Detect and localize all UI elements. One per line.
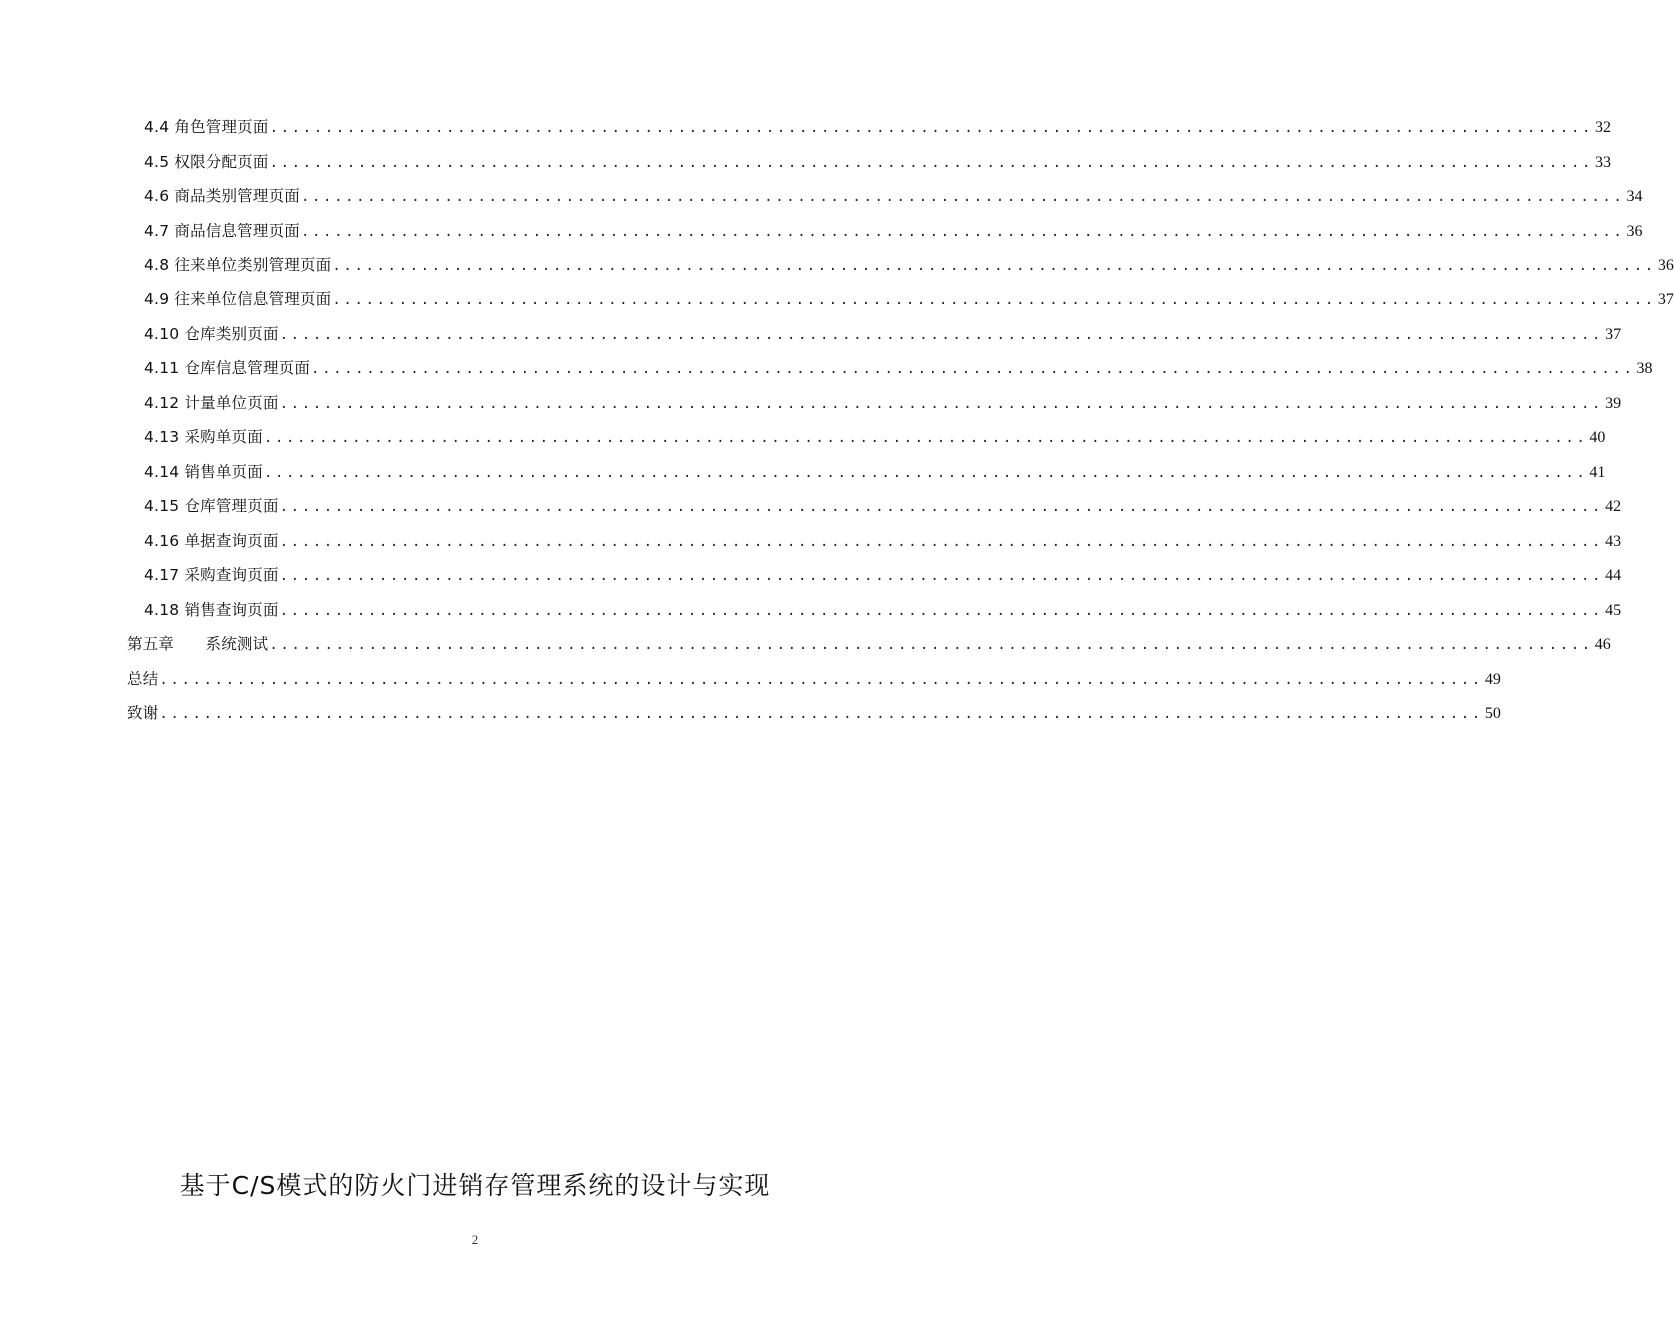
toc-entry[interactable] xyxy=(144,460,1606,484)
toc-leader-dots: ........................................................................................................................ xyxy=(332,258,1656,274)
toc-entry-page: 38 xyxy=(1636,360,1653,377)
toc-leader-dots: ........................................................................................................................ xyxy=(269,637,1593,653)
toc-entry-page: 40 xyxy=(1589,429,1606,446)
page-number: 2 xyxy=(471,1232,479,1247)
toc-entry[interactable] xyxy=(144,184,1643,208)
toc-entry-label: 4.9 往来单位信息管理页面 xyxy=(144,290,332,308)
toc-entry-label: 第五章 系统测试 xyxy=(127,635,269,653)
toc-leader-dots: ........................................................................................................................ xyxy=(269,120,1594,136)
toc-entry-page: 32 xyxy=(1595,119,1612,136)
toc-entry-page: 39 xyxy=(1605,395,1622,412)
toc-entry-page: 37 xyxy=(1605,326,1622,343)
toc-leader-dots: ........................................................................................................................ xyxy=(263,430,1588,446)
toc-entry[interactable] xyxy=(144,529,1622,553)
toc-entry-page: 44 xyxy=(1605,567,1622,584)
toc-entry[interactable] xyxy=(144,253,1674,277)
toc-entry-page: 41 xyxy=(1589,464,1606,481)
toc-entry-label: 4.13 采购单页面 xyxy=(144,428,263,446)
toc-entry[interactable] xyxy=(144,219,1643,243)
toc-leader-dots: ........................................................................................................................ xyxy=(279,603,1604,619)
toc-entry[interactable] xyxy=(127,701,1501,725)
toc-entry-label: 总结 xyxy=(127,670,159,688)
toc-entry-page: 34 xyxy=(1626,188,1643,205)
toc-entry[interactable] xyxy=(144,391,1622,415)
toc-leader-dots: ........................................................................................................................ xyxy=(159,706,1483,722)
toc-leader-dots: ........................................................................................................................ xyxy=(279,396,1604,412)
toc-entry-page: 45 xyxy=(1605,602,1622,619)
toc-leader-dots: ........................................................................................................................ xyxy=(300,189,1625,205)
toc-entry[interactable] xyxy=(144,150,1612,174)
toc-entry[interactable] xyxy=(144,115,1612,139)
toc-entry-label: 4.16 单据查询页面 xyxy=(144,532,279,550)
toc-entry-page: 37 xyxy=(1657,291,1674,308)
toc-entry-label: 4.18 销售查询页面 xyxy=(144,601,279,619)
toc-leader-dots: ........................................................................................................................ xyxy=(263,465,1588,481)
toc-entry-label: 4.14 销售单页面 xyxy=(144,463,263,481)
toc-entry[interactable] xyxy=(144,356,1653,380)
toc-entry-label: 4.11 仓库信息管理页面 xyxy=(144,359,311,377)
document-title: 基于C/S模式的防火门进销存管理系统的设计与实现 xyxy=(179,1171,771,1200)
toc-entry-page: 36 xyxy=(1657,257,1674,274)
toc-entry-page: 42 xyxy=(1605,498,1622,515)
toc-entry-label: 4.15 仓库管理页面 xyxy=(144,497,279,515)
toc-entry[interactable] xyxy=(144,494,1622,518)
toc-entry[interactable] xyxy=(144,322,1622,346)
toc-entry-label: 4.6 商品类别管理页面 xyxy=(144,187,300,205)
toc-entry-page: 50 xyxy=(1484,705,1501,722)
toc-entry-page: 43 xyxy=(1605,533,1622,550)
toc-leader-dots: ........................................................................................................................ xyxy=(279,568,1604,584)
toc-entry-label: 4.10 仓库类别页面 xyxy=(144,325,279,343)
toc-entry[interactable] xyxy=(127,667,1501,691)
toc-entry-label: 4.7 商品信息管理页面 xyxy=(144,222,300,240)
toc-entry[interactable] xyxy=(144,287,1674,311)
toc-entry[interactable] xyxy=(144,563,1622,587)
toc-leader-dots: ........................................................................................................................ xyxy=(159,672,1483,688)
toc-entry-page: 33 xyxy=(1595,154,1612,171)
toc-leader-dots: ........................................................................................................................ xyxy=(332,292,1656,308)
toc-leader-dots: ........................................................................................................................ xyxy=(300,224,1625,240)
toc-entry-label: 4.12 计量单位页面 xyxy=(144,394,279,412)
toc-entry-page: 36 xyxy=(1626,223,1643,240)
toc-entry[interactable] xyxy=(144,598,1622,622)
toc-leader-dots: ........................................................................................................................ xyxy=(269,155,1594,171)
toc-entry-label: 致谢 xyxy=(127,704,159,722)
toc-leader-dots: ........................................................................................................................ xyxy=(279,499,1604,515)
toc-entry-label: 4.4 角色管理页面 xyxy=(144,118,269,136)
toc-entry[interactable] xyxy=(127,632,1611,656)
toc-entry-label: 4.17 采购查询页面 xyxy=(144,566,279,584)
toc-entry-page: 49 xyxy=(1484,671,1501,688)
toc-entry-page: 46 xyxy=(1594,636,1611,653)
toc-leader-dots: ........................................................................................................................ xyxy=(279,327,1604,343)
toc-entry-label: 4.8 往来单位类别管理页面 xyxy=(144,256,332,274)
toc-entry-label: 4.5 权限分配页面 xyxy=(144,153,269,171)
toc-leader-dots: ........................................................................................................................ xyxy=(311,361,1635,377)
toc-leader-dots: ........................................................................................................................ xyxy=(279,534,1604,550)
toc-entry[interactable] xyxy=(144,425,1606,449)
